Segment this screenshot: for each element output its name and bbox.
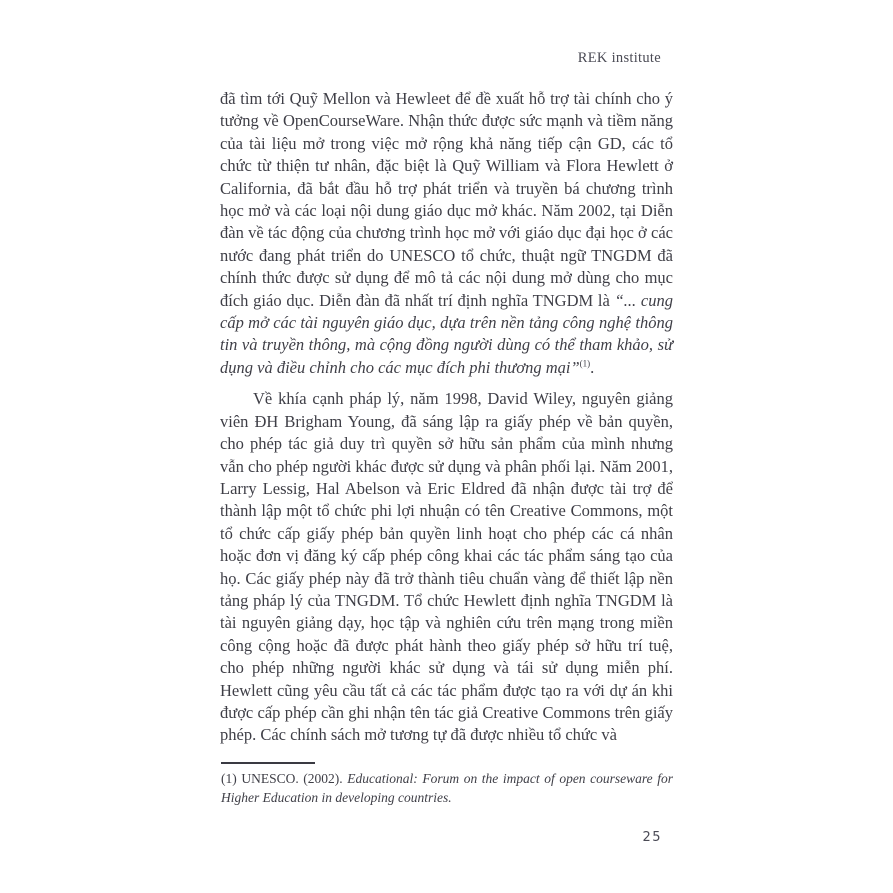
italic-text-segment: “... cung cấp mở các tài nguyên giáo dục, dựa trên nền tảng công nghệ thông tin và truyền thông, mà cộng đồng người dùng có thể tham khảo, sử dụng và điều chỉnh cho các mục đích phi thương mại” (220, 290, 674, 377)
text-segment: . (590, 357, 595, 377)
footnote-text (221, 769, 673, 807)
text-segment: đã tìm tới Quỹ Mellon và Hewleet để đề xuất hỗ trợ tài chính cho ý tưởng về OpenCourseWare. Nhận thức được sức mạnh và tiềm năng của tài liệu mở trong việc mở rộng khả năng tiếp cận GD, các tổ chức từ thiện tư nhân, đặc biệt là Quỹ William và Flora Hewlett ở California, đã bắt đầu hỗ trợ phát triển và truyền bá chương trình học mở và các loại nội dung giáo dục mở khác. Năm 2002, tại Diễn đàn về tác động của chương trình học mở với giáo dục đại học ở các nước đang phát triển do UNESCO tổ chức, thuật ngữ TNGDM đã chính thức được sử dụng để mô tả các nội dung mở dùng cho mục đích giáo dục. Diễn đàn đã nhất trí định nghĩa TNGDM là (220, 89, 673, 310)
footnote-divider (221, 762, 315, 764)
italic-text-segment: Educational: Forum on the impact of open courseware for Higher Education in developing countries. (221, 771, 673, 805)
body-text (220, 88, 673, 747)
footnote (221, 762, 673, 807)
paragraph (220, 388, 673, 747)
text-segment: Về khía cạnh pháp lý, năm 1998, David Wiley, nguyên giảng viên ĐH Brigham Young, đã sáng lập ra giấy phép về bản quyền, cho phép tác giả duy trì quyền sở hữu sản phẩm của mình nhưng vẫn cho phép người khác được sử dụng và phân phối lại. Năm 2001, Larry Lessig, Hal Abelson và Eric Eldred đã nhận được tài trợ để thành lập một tổ chức phi lợi nhuận có tên Creative Commons, một tổ chức cấp giấy phép bản quyền linh hoạt cho phép các cá nhân hoặc đơn vị đăng ký cấp phép công khai các tác phẩm sáng tạo của họ. Các giấy phép này đã trở thành tiêu chuẩn vàng để thiết lập nền tảng pháp lý của TNGDM. Tổ chức Hewlett định nghĩa TNGDM là tài nguyên giảng dạy, học tập và nghiên cứu trên mạng trong miền công cộng hoặc đã được phát hành theo giấy phép sở hữu trí tuệ, cho phép những người khác sử dụng và tái sử dụng miễn phí. Hewlett cũng yêu cầu tất cả các tác phẩm được tạo ra với dự án khi được cấp phép cần ghi nhận tên tác giả Creative Commons trên giấy phép. Các chính sách mở tương tự đã được nhiều tổ chức và (220, 389, 673, 745)
running-header: REK institute (577, 50, 661, 66)
paragraph (220, 88, 673, 379)
text-segment: (1) UNESCO. (2002). (221, 771, 348, 786)
footnote-reference: (1) (579, 358, 591, 369)
page-number: 25 (642, 830, 662, 845)
